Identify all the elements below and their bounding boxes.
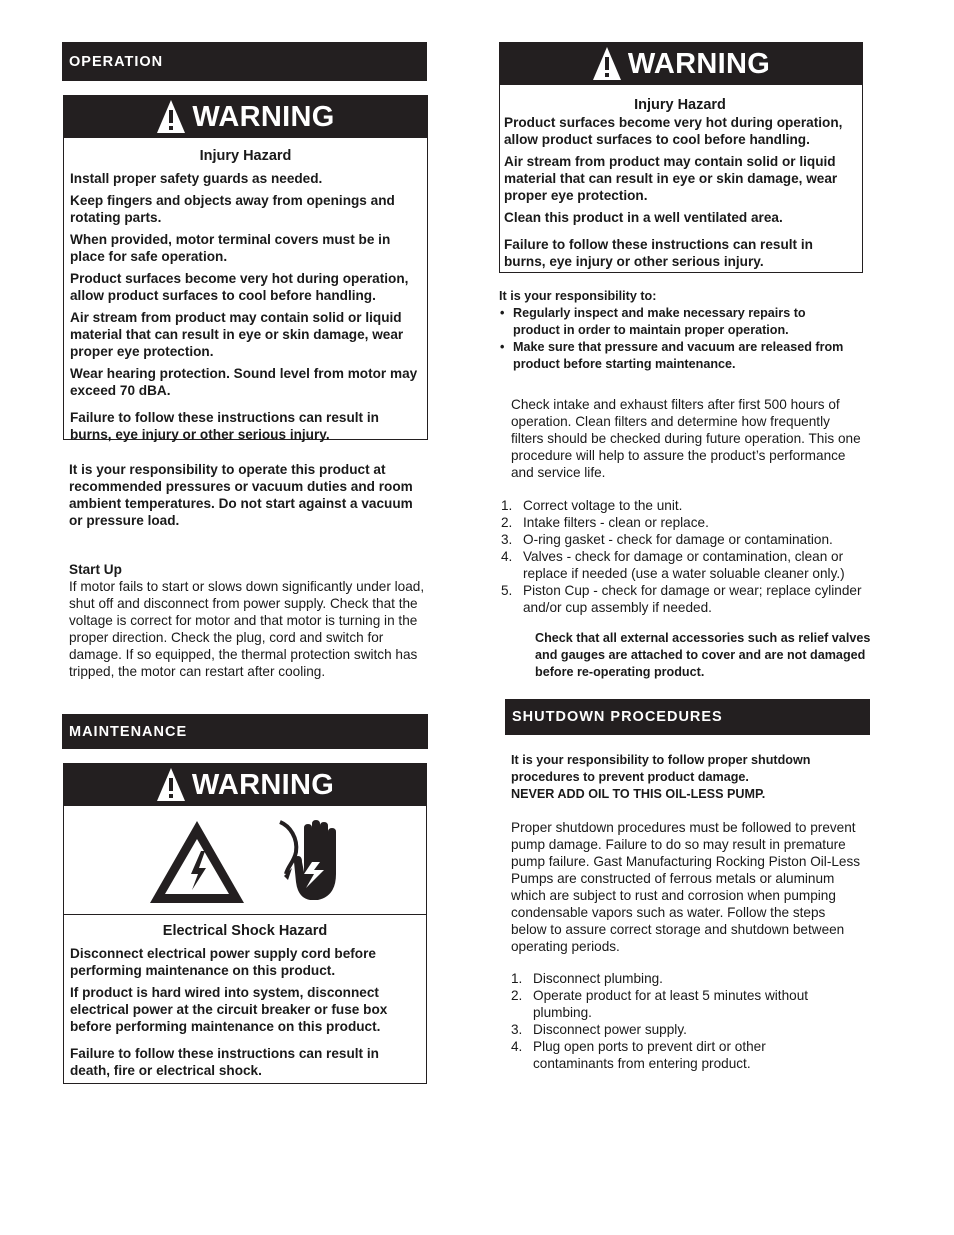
- right-warning-box: [499, 42, 863, 273]
- warning-header: [500, 43, 862, 85]
- maintenance-section-header: [62, 714, 428, 749]
- list-item: 4. Valves - check for damage or contamination, clean or replace if needed (use a water soluable cleaner only.): [501, 549, 845, 581]
- list-item: 3. O-ring gasket - check for damage or contamination.: [501, 532, 833, 547]
- warning-header: [64, 96, 427, 138]
- accessories-note: Check that all external accessories such as relief valves and gauges are attached to cover and are not damaged before re-operating product.: [535, 631, 871, 679]
- warning-line: If product is hard wired into system, disconnect electrical power at the circuit breaker or fuse box before performing maintenance on this product.: [70, 985, 388, 1034]
- shutdown-section-title: SHUTDOWN PROCEDURES: [512, 709, 723, 725]
- shutdown-responsibility-text: It is your responsibility to follow proper shutdown procedures to prevent product damage.: [511, 753, 811, 784]
- startup-heading: Start Up: [69, 562, 122, 577]
- maintenance-checklist: [501, 497, 863, 616]
- shutdown-steps: [511, 970, 841, 1072]
- warning-line: Air stream from product may contain solid or liquid material that can result in eye or skin damage, wear proper eye protection.: [70, 310, 404, 359]
- warning-consequence: Failure to follow these instructions can result in burns, eye injury or other serious injury.: [70, 410, 379, 442]
- warning-line: Clean this product in a well ventilated area.: [504, 210, 783, 225]
- list-item: 5. Piston Cup - check for damage or wear; replace cylinder and/or cup assembly if needed.: [501, 583, 862, 615]
- hazard-title: Injury Hazard: [634, 97, 726, 113]
- warning-title: WARNING: [191, 768, 335, 801]
- warning-line: Product surfaces become very hot during operation, allow product surfaces to cool before handling.: [504, 115, 843, 147]
- list-item: 2. Operate product for at least 5 minutes without plumbing.: [511, 988, 809, 1020]
- electrical-hazard-triangle-icon: [147, 818, 247, 906]
- shutdown-responsibility: [511, 752, 841, 803]
- list-item: 4. Plug open ports to prevent dirt or other contaminants from entering product.: [511, 1039, 766, 1071]
- startup-text: If motor fails to start or slows down significantly under load, shut off and disconnect from power supply. Check that the voltage is correct for motor and that motor is turning in the proper direction. Check the plug, cord and switch for damage. If so equipped, the thermal protection switch has tripped, the motor can restart after cooling.: [69, 579, 425, 679]
- list-item: • Make sure that pressure and vacuum are released from product before starting maintenance.: [499, 339, 844, 373]
- warning-line: When provided, motor terminal covers must be in place for safe operation.: [70, 232, 391, 264]
- list-item: 3. Disconnect power supply.: [511, 1022, 687, 1037]
- warning-title: WARNING: [627, 47, 771, 80]
- warning-line: Disconnect electrical power supply cord before performing maintenance on this product.: [70, 946, 376, 978]
- hand-shock-icon: [274, 816, 348, 908]
- warning-line: Install proper safety guards as needed.: [70, 171, 323, 186]
- hazard-title: Injury Hazard: [199, 148, 292, 164]
- hazard-title: Electrical Shock Hazard: [162, 923, 328, 939]
- maintenance-section-title: MAINTENANCE: [69, 723, 188, 740]
- operation-section-title: OPERATION: [69, 53, 164, 70]
- exclamation-warning-icon: [592, 46, 622, 82]
- list-item: 1. Disconnect plumbing.: [511, 971, 663, 986]
- warning-line: Keep fingers and objects away from openings and rotating parts.: [70, 193, 395, 225]
- exclamation-warning-icon: [156, 99, 186, 135]
- hazard-icons-row: [64, 806, 426, 915]
- shutdown-section-header: [505, 699, 870, 735]
- responsibility-list-block: [499, 288, 844, 373]
- responsibility-heading: It is your responsibility to:: [499, 289, 657, 303]
- warning-title: WARNING: [192, 100, 335, 133]
- operation-section-header: [62, 42, 427, 81]
- operation-warning-box: [63, 95, 428, 440]
- maintenance-warning-box: [63, 763, 427, 1084]
- warning-line: Product surfaces become very hot during operation, allow product surfaces to cool before handling.: [70, 271, 409, 303]
- warning-line: Air stream from product may contain solid or liquid material that can result in eye or skin damage, wear proper eye protection.: [504, 154, 838, 203]
- warning-consequence: Failure to follow these instructions can result in burns, eye injury or other serious injury.: [504, 237, 813, 269]
- operation-responsibility: It is your responsibility to operate this product at recommended pressures or vacuum duties and room ambient temperatures. Do not start against a vacuum or pressure load.: [69, 462, 413, 528]
- warning-header: [64, 764, 426, 806]
- warning-line: Wear hearing protection. Sound level from motor may exceed 70 dBA.: [70, 366, 418, 398]
- list-item: • Regularly inspect and make necessary repairs to product in order to maintain proper operation.: [499, 305, 844, 339]
- warning-consequence: Failure to follow these instructions can result in death, fire or electrical shock.: [70, 1046, 379, 1078]
- filter-check-text: Check intake and exhaust filters after first 500 hours of operation. Clean filters and determine how frequently filters should be checked during future operation. This one procedure will help to assure the product’s performance and service life.: [511, 397, 861, 480]
- list-item: 2. Intake filters - clean or replace.: [501, 515, 709, 530]
- no-oil-notice: NEVER ADD OIL TO THIS OIL-LESS PUMP.: [511, 787, 766, 801]
- exclamation-warning-icon: [156, 767, 186, 803]
- list-item: 1. Correct voltage to the unit.: [501, 498, 683, 513]
- shutdown-body: Proper shutdown procedures must be followed to prevent pump damage. Failure to do so may result in premature pump failure. Gast Manufacturing Rocking Piston Oil-Less Pumps are constructed of ferrous metals or aluminum which are subject to rust and corrosion when pumping condensable vapors such as water. Follow the steps below to assure correct storage and shutdown between operating periods.: [511, 820, 861, 954]
